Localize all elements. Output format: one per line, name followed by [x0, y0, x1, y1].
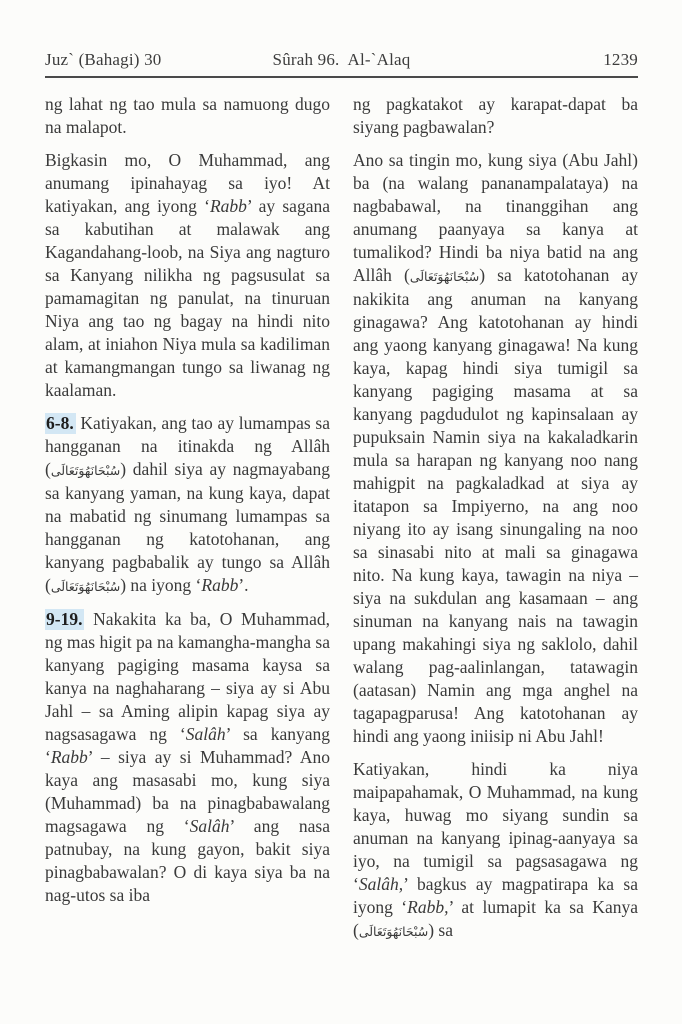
- paragraph: [353, 758, 638, 943]
- paragraph: [353, 149, 638, 748]
- verse-number: 6-8.: [46, 413, 74, 433]
- arabic-honorific: سُبْحَانَهُوَتَعَالَى: [50, 463, 121, 478]
- term-italic: Rabb,: [407, 897, 449, 917]
- paragraph: [353, 93, 638, 139]
- text-run: ng lahat ng tao mula sa namuong dugo na malapot.: [45, 94, 330, 137]
- text-run: ) sa katotohanan ay nakikita ang anuman na kanyang ginagawa? Ang katotohanan ay hindi ang yaong kanyang ginagawa! Na kung kaya, kapag hindi siya tumigil sa kanyang pagiging masama at sa kanyang pagdudulot ng kapinsalaan ay pupuksain Namin siya na kakaladkarin mula sa harapan ng kanyang noo nang mahigpit na pagkaladkad at siya ay itatapon sa Impiyerno, na ang noo niyang ito ay isang sinungaling na noo sa sinasabi nito at mali sa ginagawa nito. Na kung kaya, tawagin na niya – siya na sukdulan ang kasamaan – ang sinuman na kanyang nais na tawagin upang makahingi siya ng saklolo, dahil walang pag-aalinlangan, tatawagin (aatasan) Namin ang mga anghel na tagapagparusa! Ang katotohanan ay hindi ang yaong iniisip ni Abu Jahl!: [353, 265, 638, 746]
- text-run: ) sa: [428, 920, 453, 940]
- term-italic: Rabb: [201, 575, 239, 595]
- term-italic: Salâh,: [358, 874, 404, 894]
- arabic-honorific: سُبْحَانَهُوَتَعَالَى: [358, 924, 429, 939]
- column-right: [353, 93, 638, 953]
- paragraph: [45, 608, 330, 907]
- term-italic: Salâh: [185, 724, 226, 744]
- text-run: ) dahil siya ay nagmayabang sa kanyang yaman, na kung kaya, dapat na mabatid ng sinumang lumampas sa hangganan ng katotohanan, ang kanyang pagbabalik ay tungo sa Allâh (: [45, 459, 330, 595]
- text-run: ’ bagkus ay magpatirapa ka sa iyong ‘: [353, 874, 638, 917]
- header-juz-label: Juz` (Bahagi) 30: [45, 50, 162, 69]
- paragraph: [45, 149, 330, 402]
- text-run: Katiyakan, ang tao ay lumampas sa hangganan na itinakda ng Allâh (: [45, 413, 330, 479]
- term-italic: Salâh: [189, 816, 230, 836]
- text-run: ’ at lumapit ka sa Kanya (: [353, 897, 638, 940]
- text-run: Nakakita ka ba, O Muhammad, ng mas higit pa na kamangha-mangha sa kanyang pagiging masama kaysa sa kanya na naghaharang – siya ay si Abu Jahl – sa Aming alipin kapag siya ay nagsasagawa ng ‘: [45, 609, 330, 744]
- header-page-number: 1239: [603, 50, 638, 69]
- text-run: ’ ang nasa patnubay, na kung gayon, bakit siya pinagbabawalan? O di kaya siya ba na nag-utos sa iba: [45, 816, 330, 905]
- header-surah-title: Sûrah 96. Al-`Alaq: [272, 50, 411, 69]
- text-run: ’.: [238, 575, 249, 595]
- text-run: ’ sa kanyang ‘: [45, 724, 330, 767]
- text-columns: [45, 93, 638, 953]
- text-run: ng pagkatakot ay karapat-dapat ba siyang pagbawalan?: [353, 94, 638, 137]
- paragraph: [45, 412, 330, 598]
- text-run: Bigkasin mo, O Muhammad, ang anumang ipinahayag sa iyo! At katiyakan, ang iyong ‘: [45, 150, 330, 216]
- header-rule: [45, 76, 638, 78]
- page-header: [45, 50, 638, 70]
- text-run: Katiyakan, hindi ka niya maipapahamak, O Muhammad, na kung kaya, huwag mo siyang sundin sa anuman na kanyang ipinag-aanyaya sa iyo, na tumigil sa pagsasagawa ng ‘: [353, 759, 638, 894]
- term-italic: Rabb: [50, 747, 88, 767]
- verse-number: 9-19.: [46, 609, 83, 629]
- text-run: Ano sa tingin mo, kung siya (Abu Jahl) ba (na walang pananampalataya) na nagbabawal, na tinanggihan ang anumang paanyaya sa kanya at tumalikod? Hindi ba niya batid na ang Allâh (: [353, 150, 638, 285]
- text-run: ) na iyong ‘: [120, 575, 202, 595]
- text-run: ’ ay sagana sa kabutihan at malawak ang Kagandahang-loob, na Siya ang nagturo sa Kanyang nilikha ng pagsusulat sa pamamagitan ng panulat, na tinuruan Niya ang tao ng bagay na hindi nito alam, at iniahon Niya mula sa kadiliman at kamangmangan tungo sa liwanag ng kaalaman.: [45, 196, 330, 400]
- text-run: ’ – siya ay si Muhammad? Ano kaya ang masasabi mo, kung siya (Muhammad) ba na pinagbabawalang magsagawa ng ‘: [45, 747, 330, 836]
- column-left: [45, 93, 330, 953]
- paragraph: [45, 93, 330, 139]
- arabic-honorific: سُبْحَانَهُوَتَعَالَى: [409, 269, 480, 284]
- arabic-honorific: سُبْحَانَهُوَتَعَالَى: [50, 579, 121, 594]
- term-italic: Rabb: [209, 196, 247, 216]
